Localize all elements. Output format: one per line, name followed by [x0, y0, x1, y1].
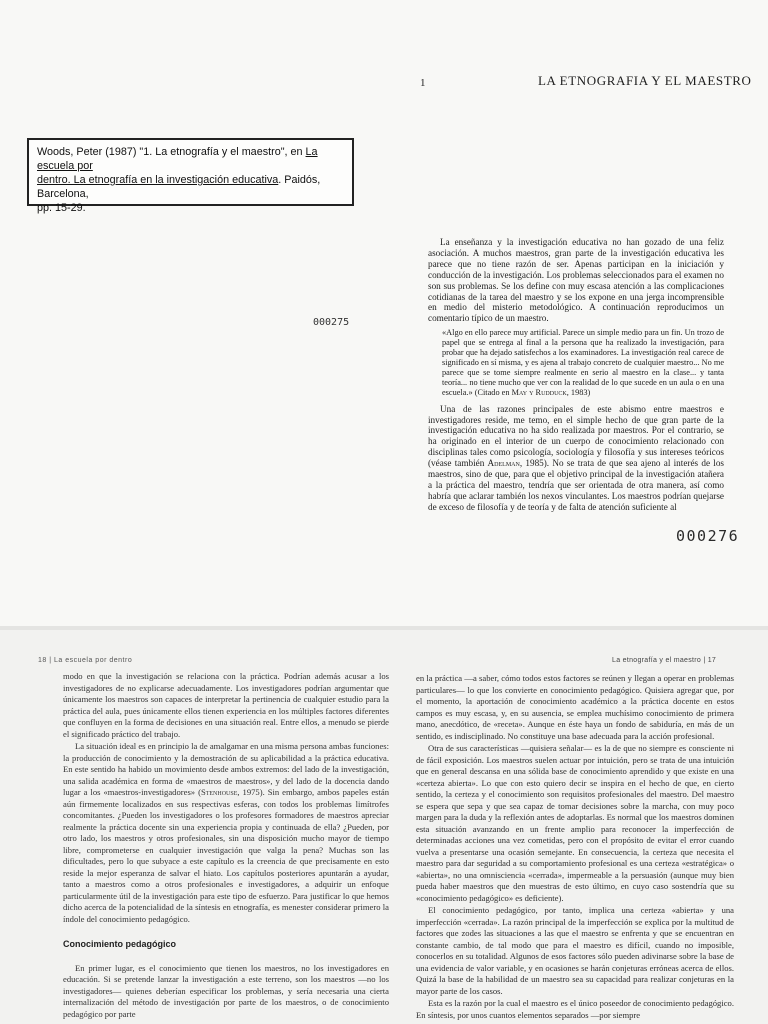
- citation-title-1: La escuela por: [37, 146, 318, 172]
- right-column: [416, 673, 734, 1022]
- citation-author: Woods, Peter (1987) "1. La etnografía y el maestro", en: [37, 146, 306, 158]
- body-paragraph: El conocimiento pedagógico, por tanto, implica una certeza «abierta» y una imperfección «cerrada». La razón principal de la imperfección se explica por la multitud de factores que zodes las situaciones a las que el maestro se enfrenta y que se encuentran en constante cambio, de tal modo que para el maestro es difícil, cuando no imposible, conocerlos en su totalidad. Algunos de esos factores sólo pueden adivinarse sobre la base de una evidencia de valor variable, y en ocasiones se harán conjeturas erróneas acerca de ellos. Quizá la base de la habilidad de un maestro sea su capacidad para realizar conjeturas en la mayor parte de los casos.: [416, 905, 734, 996]
- section-heading: Conocimiento pedagógico: [63, 939, 177, 949]
- left-column: [63, 671, 389, 1021]
- left-running-head: 18 | La escuela por dentro: [38, 657, 133, 664]
- inline-citation: Stenhouse: [200, 787, 238, 797]
- intro-column: [428, 237, 724, 517]
- teacher-quote: «Algo en ello parece muy artificial. Parece un simple medio para un fin. Un trozo de papel que se entrega al final a la persona que ha realizado la investigación, para probar que ha dejado satisfechos a los examinadores. La investigación real carece de significado en sí misma, y es ajena al trabajo concreto de cualquier maestro... No me parece que se tome siempre realmente en serio al maestro en la clase... y tanta teoría... no tiene mucho que ver con la realidad de lo que sucede en un aula o en una escuela.» (Citado en May y Rudduck, 1983): [442, 328, 724, 397]
- page-number: 1: [420, 77, 426, 89]
- archive-stamp: 000276: [676, 527, 740, 545]
- citation-box: [27, 138, 354, 214]
- body-paragraph: Otra de sus características —quisiera señalar— es la de que no siempre es consciente ni de fácil exposición. Los maestros suelen actuar por intuición, pero se trata de una intuición que en general descansa en una sólida base de conocimiento aprendido y que existe en una «certeza abierta». Lo que con esto quiero decir se inspira en el hecho de que, en cierto sentido, la certeza y el conocimiento son requisitos profesionales del maestro. Del maestro se espera que sepa y que sea capaz de tomar decisiones sobre la marcha, con muy poco margen para la duda y la reflexión antes de adoptarlas. Es normal que los maestros dominen esta situación avanzando en un frente amplio para reconocer la imperfección de determinadas acciones una vez cometidas, pero con el propósito de evitar el error cuando vuelva a presentarse una ocasión semejante. En consecuencia, la certeza que necesita el maestro para dar seguridad a su comportamiento profesional es una certeza «estratégica» o «abierta», no una omnisciencia «cerrada», impermeable a la persuasión (aunque muy bien pueda haber maestros que den muestras de esto último, en cuyo caso sostendría que su «conocimiento pedagógico» es deficiente).: [416, 743, 734, 903]
- body-paragraph: En primer lugar, es el conocimiento que tienen los maestros, no los investigadores en educación. Si se pretende lanzar la investigación a este terreno, son los maestros —no los investigadores— quienes deberían especificar los problemas, y sería necesaria una cierta internalización del método de investigación por parte de los maestros, o de conocimiento pedagógico por parte: [63, 962, 389, 1019]
- page-divider: [0, 626, 768, 630]
- quote-citation: May y Rudduck: [511, 387, 567, 397]
- citation-publisher: . Paidós, Barcelona,: [37, 174, 321, 200]
- body-paragraph: modo en que la investigación se relaciona con la práctica. Podrían además acusar a los investigadores de no explicarse adecuadamente. Los investigadores podrían argumentar que únicamente los maestros son capaces de interpretar la pertinencia de cualquier estudio para la práctica del aula, pues únicamente ellos tienen experiencia en los múltiples factores diferentes que confluyen en la forma de decisiones en una situación real. Entre ellos, a menudo se pierde el significado práctico del trabajo.: [63, 671, 389, 739]
- running-head: LA ETNOGRAFIA Y EL MAESTRO: [538, 73, 752, 88]
- citation-pages: pp. 15-29.: [37, 202, 86, 214]
- body-paragraph: La situación ideal es en principio la de amalgamar en una misma persona ambas funciones: la producción de conocimiento y la demostración de su aplicabilidad a la práctica educativa. En este sentido ha habido un movimiento desde ambos extremos: del lado de la investigación, una salida académica en forma de «maestros de maestros», y del lado de la docencia dando lugar a los «maestros-investigadores» (Stenhouse, 1975). Sin embargo, ambos papeles están aún firmemente localizados en sus respectivas esferas, con todos los problemas limítrofes concomitantes. ¿Pueden los investigadores o los profesores formadores de maestros apreciar realmente la práctica docente sin una experiencia propia y continuada de ella? ¿Pueden, por otro lado, los maestros y otros profesionales, sin una disposición mucho mayor de tiempo libre, comprometerse en cualquier investigación que valga la pena? Muchas son las dificultades, pero lo que subyace a este capítulo es la creencia de que precisamente en esto reside la mejor esperanza de salvar el hiato. Los capítulos posteriores apuntarán a ayudar, tanto a maestros como a otros profesionales e investigadores, a adquirir un enfoque particularmente útil de la investigación para este tipo de esfuerzo. Para justificar lo que hemos dicho acerca de la potencialidad de la síntesis en etnografía, es menester considerar primero la índole del conocimiento pedagógico.: [63, 741, 390, 924]
- inline-citation: Adelman: [487, 458, 520, 469]
- body-paragraph: en la práctica —a saber, cómo todos estos factores se reúnen y llegan a operar en problemas particulares— lo que los convierte en conocimiento pedagógico. Quisiera agregar que, por el momento, la aportación de conocimiento académico a la práctica docente en estos campos es muy escasa, y, en su ausencia, se emplea muchísimo conocimiento de primera mano, anecdótico, de «receta». Aunque en éste haya un fondo de sabiduría, en más de un sentido, es indisciplinado. No constituye una base adecuada para la acción profesional.: [416, 673, 734, 741]
- intro-paragraph: La enseñanza y la investigación educativa no han gozado de una feliz asociación. A muchos maestros, gran parte de la investigación educativa les parece que no tiene razón de ser. Apenas participan en la iniciación y conducción de la investigación. Los problemas seleccionados para el examen no son sus problemas. Se los define con muy escasa atención a las complicaciones cotidianas de la tarea del maestro y se los expone en una jerga incomprensible en medio del misterio metodológico. A continuación reproducimos un comentario típico de un maestro.: [428, 237, 724, 324]
- body-paragraph: Esta es la razón por la cual el maestro es el único poseedor de conocimiento pedagógico. En síntesis, por unos cuantos elementos separados —por siempre: [416, 998, 734, 1020]
- archive-stamp: 000275: [313, 317, 350, 328]
- body-paragraph: Una de las razones principales de este abismo entre maestros e investigadores reside, me temo, en el simple hecho de que gran parte de la investigación educativa no ha sido realizada por maestros. Por el contrario, se ha originado en el interior de un cuerpo de conocimiento relacionado con disciplinas tales como psicología, sociología y filosofía y sus intereses teóricos (véase también Adelman, 1985). No se trata de que sea ajeno al interés de los maestros, sino de que, para que el objetivo principal de la investigación atañera a la práctica del maestro, tendría que ser orientada de otra manera, así como habría que aclarar también los nexos vinculantes. Los maestros podrían quejarse de exceso de filosofía y de teoría y de falta de atención suficiente al: [428, 403, 724, 512]
- citation-title-2: dentro. La etnografía en la investigación educativa: [37, 174, 279, 186]
- right-running-head: La etnografía y el maestro | 17: [612, 657, 717, 664]
